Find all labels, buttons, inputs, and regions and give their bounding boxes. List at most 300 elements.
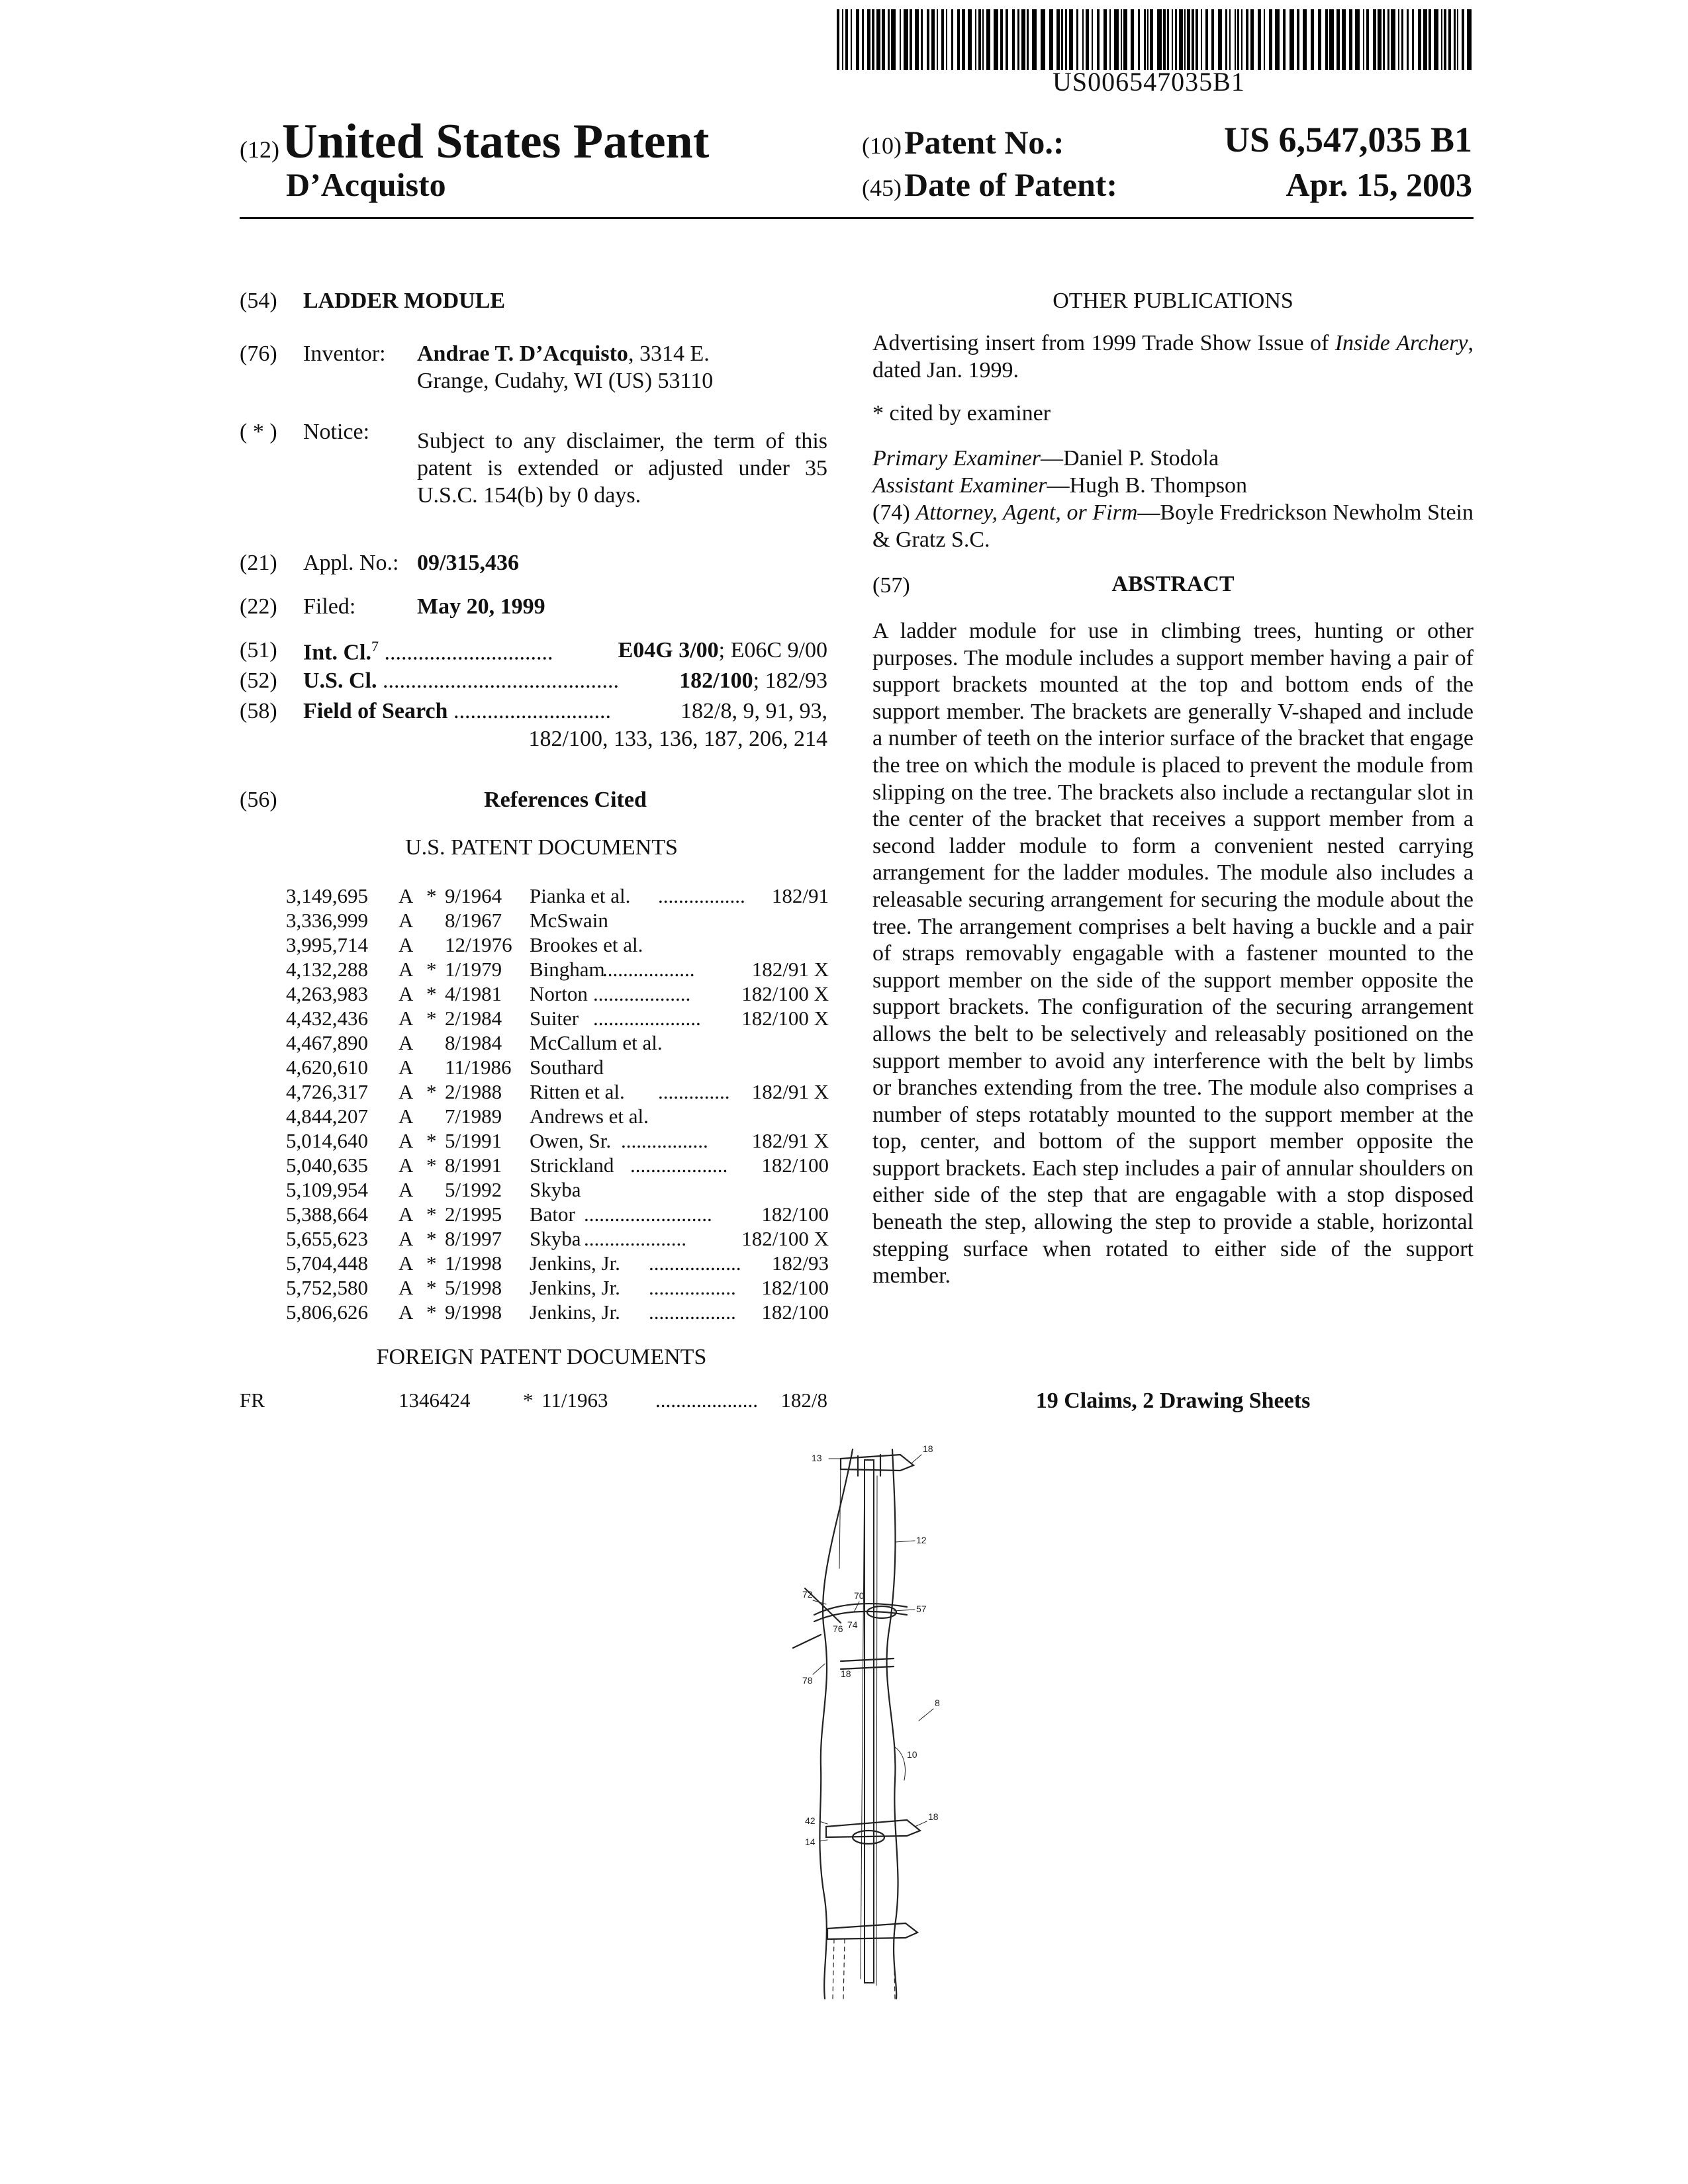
barcode-bar — [1123, 9, 1127, 70]
ref-date: 5/1991 — [445, 1129, 502, 1152]
barcode-bar — [1163, 9, 1166, 70]
foreign-dots: .................... — [655, 1388, 758, 1412]
drawing-label-5: 70 — [854, 1590, 865, 1601]
title-code: (54) — [240, 289, 277, 313]
date-line — [862, 165, 1117, 204]
intcl-value-main: E04G 3/00 — [618, 638, 719, 662]
ref-date: 12/1976 — [445, 933, 512, 956]
drawing-label-11: 8 — [935, 1698, 940, 1708]
table-row — [286, 982, 829, 1006]
barcode-bar — [1363, 9, 1364, 70]
barcode-bar — [1065, 9, 1067, 70]
ref-date: 9/1964 — [445, 884, 502, 907]
barcode-bar — [1012, 9, 1015, 70]
foreign-star: * — [523, 1388, 534, 1412]
ref-date: 2/1995 — [445, 1203, 502, 1226]
ref-star: * — [426, 958, 437, 981]
table-row — [286, 1105, 829, 1128]
barcode-bar — [1250, 9, 1254, 70]
barcode-bar — [1086, 9, 1089, 70]
attorney — [872, 499, 1474, 553]
barcode-bar — [1103, 9, 1107, 70]
table-row — [286, 1276, 829, 1300]
ref-kind: A — [399, 1007, 414, 1030]
ref-number: 5,040,635 — [286, 1154, 368, 1177]
ref-kind: A — [399, 933, 414, 956]
barcode-bar — [1383, 9, 1385, 70]
ref-dots: ................... — [630, 1154, 728, 1177]
barcode-bar — [1401, 9, 1403, 70]
table-row — [286, 1129, 829, 1153]
ref-class: 182/91 X — [751, 958, 829, 981]
abstract-text: A ladder module for use in climbing trees, hunting or other purposes. The module includes a support member having a pair of support brackets mounted at the top and bottom ends of the support member. The brackets are generally V-shaped and include a number of teeth on the interior surface of the bracket that engage the tree on which the module is placed to prevent the module from slipping on the tree. The brackets also include a rectangular slot in the center of the bracket that receives a support member from a second ladder module to form a convenient nested carrying arrangement for the ladder modules. The module also includes a releasable securing arrangement for securing the module about the tree. The arrangement comprises a belt having a buckle and a pair of straps removably engagable with a fastener mounted to the support member on the side of the support member opposite the support brackets. The configuration of the securing arrangement allows the belt to be selectively and releasably positioned on the support member to avoid any interference with the belt by limbs or branches extending from the tree. The module also comprises a number of steps rotatably mounted to the support member at the top, center, and bottom of the support member opposite the support brackets. Each step includes a pair of annular shoulders on either side of the step that are engagable with a stop disposed beneath the step, allowing the step to provide a stable, horizontal stepping surface when rotated to either side of the support member. — [872, 619, 1474, 1289]
publication-text-a: Advertising insert from 1999 Trade Show Issue of — [872, 331, 1335, 355]
barcode-bar — [1246, 9, 1248, 70]
barcode-bar — [946, 9, 947, 70]
ref-number: 3,995,714 — [286, 933, 368, 956]
ref-dots: ................. — [658, 884, 745, 907]
barcode-bar — [937, 9, 938, 70]
barcode-bar — [978, 9, 981, 70]
inventor-addr1: , 3314 E. — [628, 341, 710, 366]
ref-name: Suiter — [530, 1007, 579, 1030]
ref-dots: .............. — [658, 1080, 730, 1103]
barcode-bar — [1229, 9, 1231, 70]
ref-kind: A — [399, 884, 414, 907]
barcode-bar — [837, 9, 839, 70]
barcode-bar — [1423, 9, 1427, 70]
barcode-bar — [872, 9, 874, 70]
attorney-code: (74) — [872, 500, 910, 525]
date-label: Date of Patent: — [904, 166, 1118, 203]
barcode-bar — [1121, 9, 1122, 70]
ref-date: 1/1998 — [445, 1251, 502, 1275]
ref-name: Southard — [530, 1056, 604, 1079]
barcode-bar — [1069, 9, 1073, 70]
appl-value: 09/315,436 — [417, 551, 519, 575]
table-row — [286, 958, 829, 981]
barcode-bar — [1457, 9, 1458, 70]
ref-star: * — [426, 1007, 437, 1030]
table-row — [286, 933, 829, 957]
barcode-bar — [1373, 9, 1376, 70]
barcode-bar — [1349, 9, 1352, 70]
barcode-bar — [851, 9, 852, 70]
ref-star: * — [426, 1129, 437, 1152]
ref-date: 8/1997 — [445, 1227, 502, 1250]
ref-name: Jenkins, Jr. — [530, 1251, 620, 1275]
inventor-label: Inventor: — [303, 341, 386, 366]
ref-date: 1/1979 — [445, 958, 502, 981]
intcl-value-rest: ; E06C 9/00 — [718, 638, 827, 662]
barcode-bar — [941, 9, 944, 70]
barcode-bar — [1355, 9, 1360, 70]
barcode-bar — [1467, 9, 1472, 70]
barcode-bar — [1366, 9, 1369, 70]
barcode-bar — [1454, 9, 1456, 70]
patent-number-line — [862, 123, 1064, 161]
ref-star: * — [426, 1080, 437, 1103]
ref-number: 5,388,664 — [286, 1203, 368, 1226]
doc-type: United States Patent — [281, 114, 710, 169]
barcode-bar — [994, 9, 998, 70]
ref-number: 3,336,999 — [286, 909, 368, 932]
ref-kind: A — [399, 1203, 414, 1226]
tree-left-outline — [820, 1449, 853, 1999]
table-row — [286, 1080, 829, 1104]
ref-dots: ................. — [621, 1129, 708, 1152]
table-row — [286, 1007, 829, 1030]
patent-number-label: Patent No.: — [904, 124, 1064, 161]
title: LADDER MODULE — [303, 289, 506, 313]
ref-class: 182/93 — [771, 1251, 829, 1275]
intcl-code: (51) — [240, 638, 277, 662]
barcode-bar — [1061, 9, 1063, 70]
drawing-label-4: 72 — [802, 1589, 813, 1600]
table-row — [286, 1227, 829, 1251]
barcode-bar — [1258, 9, 1261, 70]
us-references-list — [286, 884, 829, 1334]
barcode-bar — [1150, 9, 1153, 70]
barcode-bar — [951, 9, 953, 70]
barcode-bar — [1175, 9, 1177, 70]
barcode-bar — [986, 9, 990, 70]
barcode-bar — [1407, 9, 1409, 70]
barcode-bar — [1192, 9, 1194, 70]
ref-name: Norton — [530, 982, 588, 1005]
barcode-bar — [1283, 9, 1286, 70]
barcode-bar — [1225, 9, 1227, 70]
barcode — [837, 9, 1472, 70]
ref-date: 8/1991 — [445, 1154, 502, 1177]
barcode-bar — [1412, 9, 1414, 70]
filed-code: (22) — [240, 594, 277, 619]
intcl-label: Int. Cl. — [303, 640, 371, 665]
barcode-bar — [856, 9, 859, 70]
ref-star: * — [426, 982, 437, 1005]
barcode-bar — [1109, 9, 1111, 70]
ref-class: 182/100 — [761, 1276, 829, 1299]
ref-name: Bingham — [530, 958, 605, 981]
fos-code: (58) — [240, 699, 277, 723]
cited-by-examiner: * cited by examiner — [872, 401, 1051, 426]
intcl-line — [303, 638, 827, 665]
ref-number: 5,014,640 — [286, 1129, 368, 1152]
uscl-line — [303, 668, 827, 694]
ref-dots: .................. — [649, 1251, 741, 1275]
barcode-bar — [1297, 9, 1299, 70]
uscl-value — [679, 668, 827, 694]
ref-star: * — [426, 1300, 437, 1324]
ref-date: 5/1992 — [445, 1178, 502, 1201]
ref-number: 4,432,436 — [286, 1007, 368, 1030]
barcode-bar — [1434, 9, 1438, 70]
ref-number: 4,844,207 — [286, 1105, 368, 1128]
filed-label: Filed: — [303, 594, 356, 619]
table-row — [286, 1178, 829, 1202]
ref-class: 182/100 — [761, 1154, 829, 1177]
ref-class: 182/100 X — [741, 1227, 829, 1250]
ref-number: 4,620,610 — [286, 1056, 368, 1079]
ref-number: 5,109,954 — [286, 1178, 368, 1201]
drawing-label-6: 57 — [916, 1604, 927, 1614]
intcl-sup: 7 — [371, 638, 379, 655]
publication-text-d: , dated Jan. 1999. — [872, 331, 1474, 383]
code-12: (12) — [240, 136, 279, 163]
refs-code: (56) — [240, 788, 277, 812]
ref-class: 182/100 — [761, 1300, 829, 1324]
uscl-label: U.S. Cl. — [303, 668, 377, 693]
barcode-bar — [1264, 9, 1265, 70]
barcode-number: US006547035B1 — [1053, 67, 1245, 97]
ref-date: 2/1988 — [445, 1080, 502, 1103]
inventor-code: (76) — [240, 341, 277, 366]
barcode-bar — [1082, 9, 1084, 70]
attorney-name: —Boyle Fredrickson Newholm Stein & Gratz S.C. — [872, 500, 1474, 552]
doc-type-line — [240, 114, 709, 170]
barcode-bar — [1336, 9, 1340, 70]
ref-number: 5,806,626 — [286, 1300, 368, 1324]
ref-name: Skyba — [530, 1178, 581, 1201]
barcode-bar — [1172, 9, 1173, 70]
barcode-bar — [1017, 9, 1019, 70]
ref-kind: A — [399, 1080, 414, 1103]
barcode-bar — [1076, 9, 1078, 70]
filed-value: May 20, 1999 — [417, 594, 545, 619]
ref-class: 182/100 X — [741, 1007, 829, 1030]
barcode-bar — [876, 9, 880, 70]
table-row — [286, 1251, 829, 1275]
barcode-bar — [862, 9, 864, 70]
us-patents-heading: U.S. PATENT DOCUMENTS — [405, 835, 678, 860]
ref-number: 4,726,317 — [286, 1080, 368, 1103]
barcode-bar — [1325, 9, 1328, 70]
barcode-bar — [900, 9, 901, 70]
barcode-bar — [1201, 9, 1202, 70]
barcode-bar — [1237, 9, 1239, 70]
barcode-bar — [1235, 9, 1236, 70]
ref-dots: .................. — [602, 958, 695, 981]
barcode-bar — [1387, 9, 1389, 70]
barcode-bar — [1187, 9, 1190, 70]
barcode-bar — [1056, 9, 1060, 70]
ref-kind: A — [399, 1056, 414, 1079]
barcode-bar — [957, 9, 960, 70]
barcode-bar — [1398, 9, 1399, 70]
ref-star: * — [426, 1227, 437, 1250]
foreign-class: 182/8 — [780, 1388, 827, 1412]
ref-kind: A — [399, 1276, 414, 1299]
barcode-bar — [1138, 9, 1140, 70]
foreign-date: 11/1963 — [541, 1388, 608, 1412]
barcode-bar — [1303, 9, 1307, 70]
ref-class: 182/91 — [771, 884, 829, 907]
drawing-label-13: 18 — [928, 1811, 939, 1822]
barcode-bar — [1097, 9, 1100, 70]
barcode-bar — [1184, 9, 1186, 70]
barcode-bar — [842, 9, 843, 70]
ref-star: * — [426, 1276, 437, 1299]
barcode-bar — [1378, 9, 1382, 70]
foreign-number: 1346424 — [399, 1388, 471, 1412]
code-10: (10) — [862, 132, 902, 159]
barcode-bar — [1032, 9, 1037, 70]
barcode-bar — [910, 9, 912, 70]
refs-heading: References Cited — [484, 788, 647, 812]
ref-kind: A — [399, 1031, 414, 1054]
ref-dots: ................. — [649, 1276, 736, 1299]
patent-number: US 6,547,035 B1 — [1223, 120, 1472, 159]
fos-line1: 182/8, 9, 91, 93, — [680, 699, 827, 723]
ref-kind: A — [399, 958, 414, 981]
barcode-bar — [1211, 9, 1214, 70]
drawing-label-1: 13 — [812, 1453, 822, 1463]
middle-bracket — [841, 1659, 894, 1669]
uscl-value-main: 182/100 — [679, 668, 753, 693]
ref-star: * — [426, 884, 437, 907]
barcode-bar — [867, 9, 870, 70]
drawing-label-15: 14 — [805, 1837, 816, 1847]
barcode-bar — [1441, 9, 1442, 70]
ref-date: 8/1967 — [445, 909, 502, 932]
barcode-bar — [1021, 9, 1025, 70]
barcode-bar — [1429, 9, 1431, 70]
barcode-bar — [968, 9, 972, 70]
bottom-bracket — [827, 1923, 917, 1939]
ref-date: 7/1989 — [445, 1105, 502, 1128]
barcode-bar — [1342, 9, 1346, 70]
barcode-bar — [1157, 9, 1162, 70]
barcode-bar — [1205, 9, 1208, 70]
assistant-examiner — [872, 472, 1474, 499]
tree-right-outline — [887, 1449, 898, 1999]
ref-date: 5/1998 — [445, 1276, 502, 1299]
ref-star: * — [426, 1203, 437, 1226]
drawing-label-9: 78 — [802, 1675, 813, 1686]
uscl-dots: .......................................... — [377, 668, 619, 693]
ref-number: 5,752,580 — [286, 1276, 368, 1299]
drawing-label-3: 12 — [916, 1535, 927, 1545]
inventor-surname: D’Acquisto — [286, 166, 446, 203]
table-row — [286, 1056, 829, 1079]
ref-number: 4,467,890 — [286, 1031, 368, 1054]
ref-dots: ..................... — [593, 1007, 701, 1030]
barcode-bar — [1167, 9, 1169, 70]
barcode-bar — [1269, 9, 1272, 70]
ref-class: 182/100 X — [741, 982, 829, 1005]
barcode-bar — [1196, 9, 1198, 70]
drawing-label-14: 42 — [805, 1815, 816, 1826]
barcode-bar — [962, 9, 965, 70]
ref-date: 2/1984 — [445, 1007, 502, 1030]
drawing-label-12: 10 — [907, 1749, 917, 1760]
bark-lines — [839, 1463, 877, 1985]
ref-dots: .................... — [584, 1227, 686, 1250]
barcode-bar — [1131, 9, 1134, 70]
representative-drawing — [741, 1436, 980, 2005]
ref-kind: A — [399, 1300, 414, 1324]
barcode-bar — [1444, 9, 1446, 70]
ref-date: 8/1984 — [445, 1031, 502, 1054]
foreign-country: FR — [240, 1388, 265, 1412]
primary-examiner-name: —Daniel P. Stodola — [1041, 446, 1219, 471]
barcode-bar — [882, 9, 885, 70]
ref-name: Brookes et al. — [530, 933, 643, 956]
ref-name: McSwain — [530, 909, 608, 932]
fos-label: Field of Search — [303, 699, 448, 723]
barcode-bar — [1289, 9, 1294, 70]
intcl-dots: .............................. — [378, 640, 553, 665]
table-row — [286, 1031, 829, 1055]
ref-kind: A — [399, 909, 414, 932]
ref-name: Jenkins, Jr. — [530, 1300, 620, 1324]
barcode-bar — [891, 9, 896, 70]
barcode-bar — [1144, 9, 1146, 70]
barcode-bar — [1041, 9, 1045, 70]
barcode-bar — [1275, 9, 1280, 70]
code-45: (45) — [862, 175, 902, 201]
barcode-bar — [1462, 9, 1464, 70]
table-row — [286, 1203, 829, 1226]
barcode-bar — [1329, 9, 1334, 70]
table-row — [286, 1300, 829, 1324]
other-publications-heading: OTHER PUBLICATIONS — [1053, 289, 1293, 313]
ref-name: Skyba — [530, 1227, 581, 1250]
ref-name: McCallum et al. — [530, 1031, 663, 1054]
ref-name: Owen, Sr. — [530, 1129, 612, 1152]
patent-date: Apr. 15, 2003 — [1286, 166, 1472, 203]
barcode-bar — [975, 9, 976, 70]
ref-dots: ................. — [649, 1300, 736, 1324]
drawing-label-7: 76 — [833, 1623, 843, 1634]
barcode-bar — [915, 9, 919, 70]
primary-examiner-label: Primary Examiner — [872, 446, 1041, 471]
ref-name: Jenkins, Jr. — [530, 1276, 620, 1299]
ref-kind: A — [399, 982, 414, 1005]
ref-date: 11/1986 — [445, 1056, 512, 1079]
ref-kind: A — [399, 1154, 414, 1177]
ref-name: Pianka et al. — [530, 884, 631, 907]
ref-kind: A — [399, 1251, 414, 1275]
fos-dots: ............................ — [447, 699, 611, 723]
barcode-bar — [1311, 9, 1314, 70]
barcode-bar — [904, 9, 908, 70]
barcode-bar — [1147, 9, 1149, 70]
barcode-bar — [921, 9, 923, 70]
ref-name: Bator — [530, 1203, 575, 1226]
barcode-bar — [1391, 9, 1395, 70]
abstract-heading: ABSTRACT — [1111, 572, 1235, 596]
uscl-value-rest: ; 182/93 — [753, 668, 827, 693]
notice-text: Subject to any disclaimer, the term of this patent is extended or adjusted under 35 U.S.C. 154(b) by 0 days. — [417, 429, 827, 508]
ref-dots: ......................... — [584, 1203, 712, 1226]
attorney-label: Attorney, Agent, or Firm — [915, 500, 1138, 525]
notice-code: ( * ) — [240, 420, 277, 444]
barcode-bar — [1092, 9, 1093, 70]
drawing-label-2: 18 — [923, 1443, 933, 1454]
inventor-block — [417, 340, 827, 394]
claims-summary: 19 Claims, 2 Drawing Sheets — [1035, 1388, 1311, 1413]
barcode-bar — [927, 9, 929, 70]
barcode-bar — [1027, 9, 1029, 70]
table-row — [286, 1154, 829, 1177]
barcode-bar — [1218, 9, 1222, 70]
foreign-reference-row — [240, 1388, 827, 1415]
ref-number: 4,263,983 — [286, 982, 368, 1005]
abstract-code: (57) — [872, 573, 910, 598]
ref-star: * — [426, 1251, 437, 1275]
primary-examiner — [872, 445, 1474, 472]
